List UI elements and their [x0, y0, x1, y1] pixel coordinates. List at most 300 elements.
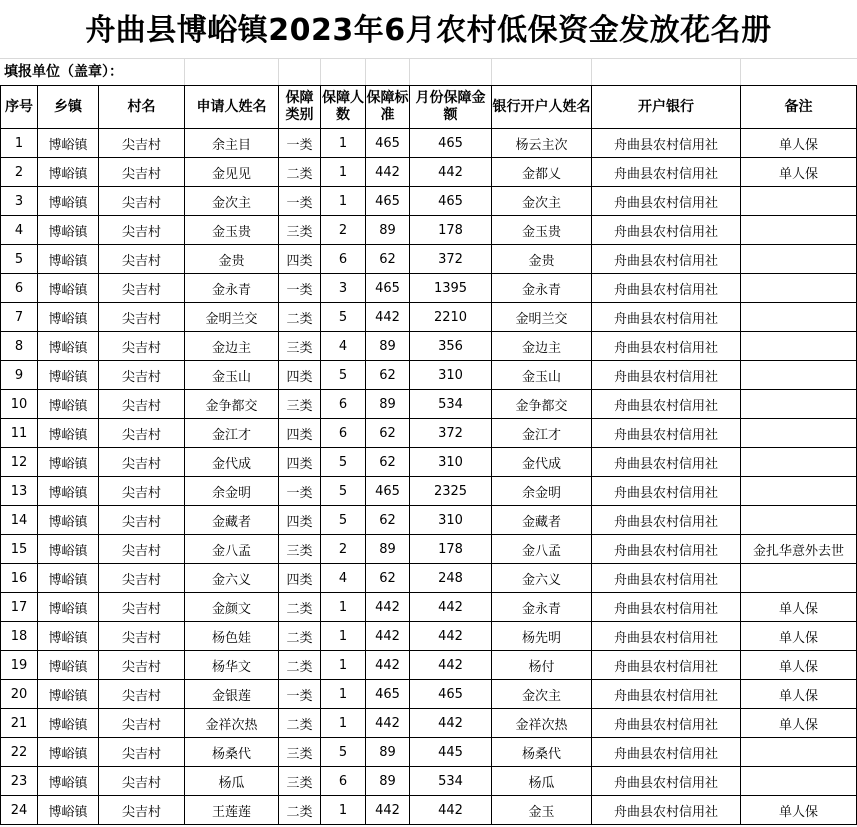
- cell-bank: 舟曲县农村信用社: [592, 390, 741, 419]
- col-header-remarks: 备注: [741, 86, 857, 129]
- cell-account-holder: 金次主: [492, 187, 592, 216]
- cell-standard: 62: [366, 506, 410, 535]
- cell-village: 尖吉村: [99, 738, 185, 767]
- cell-row-index: 9: [1, 361, 38, 390]
- cell-category: 四类: [279, 448, 321, 477]
- cell-applicant-name: 金祥次热: [185, 709, 279, 738]
- cell-monthly-amount: 442: [410, 622, 492, 651]
- cell-monthly-amount: 442: [410, 709, 492, 738]
- cell-row-index: 2: [1, 158, 38, 187]
- cell-account-holder: 金代成: [492, 448, 592, 477]
- cell-monthly-amount: 310: [410, 506, 492, 535]
- table-row: [1, 767, 857, 796]
- cell-category: 一类: [279, 129, 321, 158]
- cell-bank: 舟曲县农村信用社: [592, 216, 741, 245]
- cell-monthly-amount: 248: [410, 564, 492, 593]
- cell-category: 二类: [279, 709, 321, 738]
- cell-bank: 舟曲县农村信用社: [592, 332, 741, 361]
- cell-standard: 442: [366, 651, 410, 680]
- cell-township: 博峪镇: [38, 187, 99, 216]
- cell-standard: 465: [366, 274, 410, 303]
- cell-row-index: 3: [1, 187, 38, 216]
- cell-applicant-name: 金贵: [185, 245, 279, 274]
- cell-standard: 465: [366, 187, 410, 216]
- cell-remarks: 单人保: [741, 593, 857, 622]
- cell-category: 二类: [279, 303, 321, 332]
- cell-standard: 465: [366, 129, 410, 158]
- cell-standard: 62: [366, 448, 410, 477]
- cell-monthly-amount: 372: [410, 245, 492, 274]
- cell-persons: 1: [321, 651, 366, 680]
- cell-monthly-amount: 445: [410, 738, 492, 767]
- cell-monthly-amount: 442: [410, 593, 492, 622]
- grid-line: [365, 59, 366, 85]
- cell-remarks: 单人保: [741, 796, 857, 825]
- reporting-unit-label: 填报单位（盖章）：: [4, 64, 123, 80]
- cell-remarks: [741, 767, 857, 796]
- cell-applicant-name: 金次主: [185, 187, 279, 216]
- cell-remarks: 单人保: [741, 622, 857, 651]
- cell-remarks: [741, 216, 857, 245]
- roster-body: [1, 129, 857, 825]
- cell-category: 一类: [279, 187, 321, 216]
- cell-category: 四类: [279, 506, 321, 535]
- cell-account-holder: 金藏者: [492, 506, 592, 535]
- cell-persons: 5: [321, 738, 366, 767]
- cell-bank: 舟曲县农村信用社: [592, 680, 741, 709]
- cell-township: 博峪镇: [38, 419, 99, 448]
- cell-village: 尖吉村: [99, 216, 185, 245]
- table-row: [1, 680, 857, 709]
- cell-township: 博峪镇: [38, 593, 99, 622]
- cell-village: 尖吉村: [99, 564, 185, 593]
- cell-remarks: [741, 245, 857, 274]
- cell-persons: 1: [321, 187, 366, 216]
- cell-persons: 1: [321, 622, 366, 651]
- cell-bank: 舟曲县农村信用社: [592, 245, 741, 274]
- cell-village: 尖吉村: [99, 332, 185, 361]
- cell-standard: 442: [366, 622, 410, 651]
- cell-row-index: 10: [1, 390, 38, 419]
- cell-persons: 5: [321, 361, 366, 390]
- cell-remarks: [741, 332, 857, 361]
- grid-line: [278, 59, 279, 85]
- cell-row-index: 7: [1, 303, 38, 332]
- cell-persons: 4: [321, 564, 366, 593]
- cell-village: 尖吉村: [99, 129, 185, 158]
- cell-applicant-name: 金颜文: [185, 593, 279, 622]
- cell-account-holder: 金边主: [492, 332, 592, 361]
- cell-standard: 442: [366, 303, 410, 332]
- table-row: [1, 738, 857, 767]
- cell-monthly-amount: 442: [410, 158, 492, 187]
- table-row: [1, 477, 857, 506]
- cell-monthly-amount: 465: [410, 187, 492, 216]
- table-row: [1, 506, 857, 535]
- cell-category: 一类: [279, 274, 321, 303]
- col-header-index: 序号: [1, 86, 38, 129]
- cell-village: 尖吉村: [99, 448, 185, 477]
- col-header-account-holder: 银行开户人姓名: [492, 86, 592, 129]
- cell-standard: 62: [366, 245, 410, 274]
- cell-row-index: 12: [1, 448, 38, 477]
- cell-row-index: 14: [1, 506, 38, 535]
- cell-category: 三类: [279, 535, 321, 564]
- cell-township: 博峪镇: [38, 216, 99, 245]
- cell-persons: 1: [321, 158, 366, 187]
- cell-applicant-name: 金明兰交: [185, 303, 279, 332]
- col-header-applicant: 申请人姓名: [185, 86, 279, 129]
- cell-village: 尖吉村: [99, 245, 185, 274]
- col-header-township: 乡镇: [38, 86, 99, 129]
- cell-monthly-amount: 442: [410, 651, 492, 680]
- table-header-row: [1, 86, 857, 129]
- cell-township: 博峪镇: [38, 390, 99, 419]
- col-header-standard: 保障标准: [366, 86, 410, 129]
- table-row: [1, 303, 857, 332]
- cell-applicant-name: 金银莲: [185, 680, 279, 709]
- cell-remarks: [741, 303, 857, 332]
- table-row: [1, 651, 857, 680]
- cell-bank: 舟曲县农村信用社: [592, 158, 741, 187]
- cell-applicant-name: 金永青: [185, 274, 279, 303]
- col-header-village: 村名: [99, 86, 185, 129]
- cell-village: 尖吉村: [99, 390, 185, 419]
- cell-persons: 6: [321, 245, 366, 274]
- col-header-monthly-amount: 月份保障金额: [410, 86, 492, 129]
- cell-persons: 5: [321, 477, 366, 506]
- cell-category: 四类: [279, 361, 321, 390]
- cell-category: 二类: [279, 622, 321, 651]
- cell-village: 尖吉村: [99, 303, 185, 332]
- cell-account-holder: 金玉山: [492, 361, 592, 390]
- cell-category: 四类: [279, 245, 321, 274]
- cell-standard: 62: [366, 419, 410, 448]
- cell-village: 尖吉村: [99, 187, 185, 216]
- cell-standard: 465: [366, 477, 410, 506]
- cell-township: 博峪镇: [38, 303, 99, 332]
- cell-category: 四类: [279, 564, 321, 593]
- cell-persons: 6: [321, 767, 366, 796]
- cell-applicant-name: 金见见: [185, 158, 279, 187]
- col-header-bank: 开户银行: [592, 86, 741, 129]
- cell-monthly-amount: 356: [410, 332, 492, 361]
- grid-line: [591, 59, 592, 85]
- cell-bank: 舟曲县农村信用社: [592, 593, 741, 622]
- cell-account-holder: 金江才: [492, 419, 592, 448]
- cell-row-index: 11: [1, 419, 38, 448]
- cell-township: 博峪镇: [38, 535, 99, 564]
- cell-remarks: [741, 564, 857, 593]
- cell-persons: 6: [321, 419, 366, 448]
- table-row: [1, 332, 857, 361]
- table-row: [1, 448, 857, 477]
- cell-row-index: 8: [1, 332, 38, 361]
- cell-persons: 2: [321, 216, 366, 245]
- grid-line: [740, 59, 741, 85]
- cell-category: 一类: [279, 477, 321, 506]
- cell-applicant-name: 杨华文: [185, 651, 279, 680]
- cell-applicant-name: 金争都交: [185, 390, 279, 419]
- table-row: [1, 419, 857, 448]
- table-row: [1, 535, 857, 564]
- cell-account-holder: 金明兰交: [492, 303, 592, 332]
- cell-standard: 62: [366, 564, 410, 593]
- cell-village: 尖吉村: [99, 796, 185, 825]
- cell-applicant-name: 王莲莲: [185, 796, 279, 825]
- grid-line: [409, 59, 410, 85]
- cell-persons: 4: [321, 332, 366, 361]
- cell-row-index: 16: [1, 564, 38, 593]
- cell-persons: 1: [321, 129, 366, 158]
- table-row: [1, 245, 857, 274]
- cell-remarks: 单人保: [741, 158, 857, 187]
- col-header-persons: 保障人数: [321, 86, 366, 129]
- cell-monthly-amount: 178: [410, 216, 492, 245]
- table-row: [1, 709, 857, 738]
- cell-township: 博峪镇: [38, 245, 99, 274]
- cell-remarks: [741, 274, 857, 303]
- cell-persons: 5: [321, 303, 366, 332]
- grid-line: [320, 59, 321, 85]
- cell-category: 二类: [279, 796, 321, 825]
- cell-applicant-name: 金江才: [185, 419, 279, 448]
- cell-bank: 舟曲县农村信用社: [592, 448, 741, 477]
- cell-persons: 1: [321, 680, 366, 709]
- cell-persons: 1: [321, 593, 366, 622]
- cell-standard: 89: [366, 390, 410, 419]
- cell-village: 尖吉村: [99, 709, 185, 738]
- cell-bank: 舟曲县农村信用社: [592, 651, 741, 680]
- cell-remarks: 金扎华意外去世: [741, 535, 857, 564]
- cell-monthly-amount: 465: [410, 680, 492, 709]
- cell-remarks: [741, 187, 857, 216]
- cell-row-index: 17: [1, 593, 38, 622]
- cell-standard: 442: [366, 593, 410, 622]
- cell-bank: 舟曲县农村信用社: [592, 738, 741, 767]
- cell-village: 尖吉村: [99, 477, 185, 506]
- cell-row-index: 13: [1, 477, 38, 506]
- cell-row-index: 18: [1, 622, 38, 651]
- cell-monthly-amount: 2210: [410, 303, 492, 332]
- cell-persons: 2: [321, 535, 366, 564]
- cell-row-index: 6: [1, 274, 38, 303]
- cell-standard: 89: [366, 767, 410, 796]
- cell-account-holder: 杨桑代: [492, 738, 592, 767]
- cell-remarks: 单人保: [741, 129, 857, 158]
- cell-account-holder: 金玉贵: [492, 216, 592, 245]
- cell-remarks: 单人保: [741, 680, 857, 709]
- cell-account-holder: 杨先明: [492, 622, 592, 651]
- cell-bank: 舟曲县农村信用社: [592, 767, 741, 796]
- cell-monthly-amount: 178: [410, 535, 492, 564]
- cell-monthly-amount: 310: [410, 448, 492, 477]
- cell-standard: 89: [366, 332, 410, 361]
- cell-applicant-name: 杨桑代: [185, 738, 279, 767]
- cell-monthly-amount: 465: [410, 129, 492, 158]
- cell-remarks: [741, 738, 857, 767]
- cell-applicant-name: 金藏者: [185, 506, 279, 535]
- cell-township: 博峪镇: [38, 274, 99, 303]
- cell-account-holder: 金争都交: [492, 390, 592, 419]
- table-row: [1, 158, 857, 187]
- cell-applicant-name: 金代成: [185, 448, 279, 477]
- cell-row-index: 20: [1, 680, 38, 709]
- cell-village: 尖吉村: [99, 593, 185, 622]
- cell-row-index: 5: [1, 245, 38, 274]
- cell-category: 四类: [279, 419, 321, 448]
- cell-row-index: 24: [1, 796, 38, 825]
- cell-remarks: 单人保: [741, 709, 857, 738]
- cell-standard: 89: [366, 216, 410, 245]
- cell-account-holder: 金六义: [492, 564, 592, 593]
- cell-standard: 465: [366, 680, 410, 709]
- table-row: [1, 622, 857, 651]
- cell-bank: 舟曲县农村信用社: [592, 622, 741, 651]
- cell-township: 博峪镇: [38, 332, 99, 361]
- cell-village: 尖吉村: [99, 506, 185, 535]
- cell-bank: 舟曲县农村信用社: [592, 535, 741, 564]
- cell-township: 博峪镇: [38, 680, 99, 709]
- cell-category: 三类: [279, 216, 321, 245]
- cell-standard: 62: [366, 361, 410, 390]
- table-row: [1, 593, 857, 622]
- cell-township: 博峪镇: [38, 129, 99, 158]
- cell-account-holder: 金永青: [492, 593, 592, 622]
- cell-township: 博峪镇: [38, 622, 99, 651]
- cell-bank: 舟曲县农村信用社: [592, 361, 741, 390]
- cell-standard: 89: [366, 535, 410, 564]
- cell-village: 尖吉村: [99, 622, 185, 651]
- cell-category: 三类: [279, 390, 321, 419]
- cell-row-index: 23: [1, 767, 38, 796]
- cell-remarks: [741, 448, 857, 477]
- table-row: [1, 129, 857, 158]
- cell-persons: 1: [321, 709, 366, 738]
- grid-line: [491, 59, 492, 85]
- cell-township: 博峪镇: [38, 477, 99, 506]
- roster-table: [0, 85, 857, 825]
- cell-row-index: 1: [1, 129, 38, 158]
- cell-persons: 5: [321, 506, 366, 535]
- cell-remarks: [741, 506, 857, 535]
- cell-category: 二类: [279, 651, 321, 680]
- cell-row-index: 21: [1, 709, 38, 738]
- cell-row-index: 4: [1, 216, 38, 245]
- cell-persons: 6: [321, 390, 366, 419]
- reporting-unit-row: [0, 58, 857, 85]
- grid-line: [184, 59, 185, 85]
- cell-bank: 舟曲县农村信用社: [592, 796, 741, 825]
- cell-account-holder: 金永青: [492, 274, 592, 303]
- cell-account-holder: 杨付: [492, 651, 592, 680]
- cell-applicant-name: 金边主: [185, 332, 279, 361]
- cell-standard: 442: [366, 796, 410, 825]
- cell-village: 尖吉村: [99, 535, 185, 564]
- cell-account-holder: 杨云主次: [492, 129, 592, 158]
- cell-applicant-name: 金八孟: [185, 535, 279, 564]
- cell-monthly-amount: 372: [410, 419, 492, 448]
- cell-township: 博峪镇: [38, 564, 99, 593]
- cell-township: 博峪镇: [38, 651, 99, 680]
- cell-bank: 舟曲县农村信用社: [592, 506, 741, 535]
- cell-bank: 舟曲县农村信用社: [592, 129, 741, 158]
- cell-village: 尖吉村: [99, 419, 185, 448]
- cell-standard: 442: [366, 709, 410, 738]
- table-row: [1, 796, 857, 825]
- table-row: [1, 216, 857, 245]
- page-title: 舟曲县博峪镇2023年6月农村低保资金发放花名册: [85, 13, 772, 48]
- cell-monthly-amount: 1395: [410, 274, 492, 303]
- table-row: [1, 274, 857, 303]
- cell-category: 三类: [279, 738, 321, 767]
- cell-village: 尖吉村: [99, 361, 185, 390]
- cell-village: 尖吉村: [99, 158, 185, 187]
- table-row: [1, 187, 857, 216]
- cell-bank: 舟曲县农村信用社: [592, 419, 741, 448]
- cell-category: 一类: [279, 680, 321, 709]
- cell-persons: 3: [321, 274, 366, 303]
- cell-township: 博峪镇: [38, 361, 99, 390]
- cell-village: 尖吉村: [99, 274, 185, 303]
- cell-applicant-name: 金玉山: [185, 361, 279, 390]
- cell-applicant-name: 杨瓜: [185, 767, 279, 796]
- cell-remarks: [741, 419, 857, 448]
- cell-village: 尖吉村: [99, 651, 185, 680]
- cell-village: 尖吉村: [99, 767, 185, 796]
- cell-remarks: [741, 361, 857, 390]
- cell-township: 博峪镇: [38, 738, 99, 767]
- cell-persons: 1: [321, 796, 366, 825]
- cell-township: 博峪镇: [38, 796, 99, 825]
- cell-remarks: [741, 477, 857, 506]
- cell-monthly-amount: 534: [410, 390, 492, 419]
- cell-bank: 舟曲县农村信用社: [592, 187, 741, 216]
- cell-remarks: [741, 390, 857, 419]
- cell-standard: 442: [366, 158, 410, 187]
- cell-account-holder: 余金明: [492, 477, 592, 506]
- cell-monthly-amount: 534: [410, 767, 492, 796]
- cell-applicant-name: 杨色娃: [185, 622, 279, 651]
- cell-remarks: 单人保: [741, 651, 857, 680]
- cell-monthly-amount: 442: [410, 796, 492, 825]
- cell-category: 二类: [279, 593, 321, 622]
- cell-row-index: 22: [1, 738, 38, 767]
- cell-bank: 舟曲县农村信用社: [592, 303, 741, 332]
- cell-account-holder: 金祥次热: [492, 709, 592, 738]
- cell-row-index: 19: [1, 651, 38, 680]
- cell-bank: 舟曲县农村信用社: [592, 274, 741, 303]
- cell-township: 博峪镇: [38, 158, 99, 187]
- cell-village: 尖吉村: [99, 680, 185, 709]
- col-header-category: 保障类别: [279, 86, 321, 129]
- table-row: [1, 390, 857, 419]
- cell-category: 二类: [279, 158, 321, 187]
- cell-township: 博峪镇: [38, 448, 99, 477]
- cell-applicant-name: 金玉贵: [185, 216, 279, 245]
- cell-account-holder: 杨瓜: [492, 767, 592, 796]
- cell-bank: 舟曲县农村信用社: [592, 709, 741, 738]
- cell-account-holder: 金八孟: [492, 535, 592, 564]
- table-row: [1, 361, 857, 390]
- cell-monthly-amount: 310: [410, 361, 492, 390]
- cell-monthly-amount: 2325: [410, 477, 492, 506]
- cell-bank: 舟曲县农村信用社: [592, 564, 741, 593]
- cell-township: 博峪镇: [38, 506, 99, 535]
- cell-account-holder: 金次主: [492, 680, 592, 709]
- table-row: [1, 564, 857, 593]
- cell-applicant-name: 余主目: [185, 129, 279, 158]
